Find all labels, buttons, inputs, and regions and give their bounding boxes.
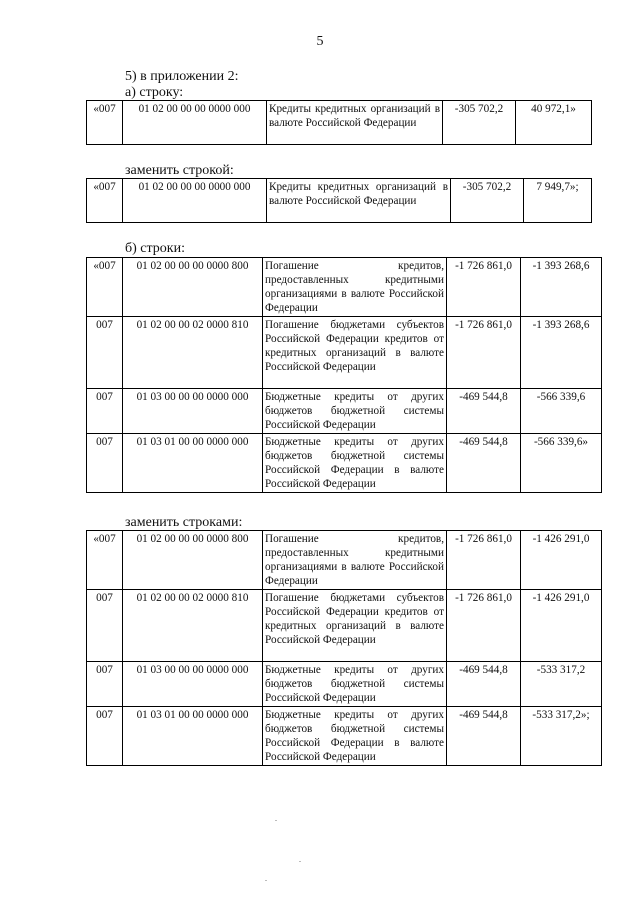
cell-value-1: -305 702,2 bbox=[451, 179, 524, 223]
scan-speck bbox=[275, 820, 277, 821]
cell-value-2: -1 393 268,6 bbox=[521, 258, 602, 317]
cell-code: «007 bbox=[87, 179, 123, 223]
cell-value-1: -1 726 861,0 bbox=[447, 258, 521, 317]
cell-kbk: 01 03 00 00 00 0000 000 bbox=[123, 662, 263, 707]
cell-description: Бюджетные кредиты от других бюджетов бюджетной системы Российской Федерации в валюте Российской Федерации bbox=[263, 707, 447, 766]
table-row bbox=[87, 258, 602, 317]
cell-kbk: 01 02 00 00 02 0000 810 bbox=[123, 590, 263, 662]
cell-value-1: -469 544,8 bbox=[447, 707, 521, 766]
table-row bbox=[87, 101, 592, 145]
cell-code: 007 bbox=[87, 590, 123, 662]
table-a-old bbox=[86, 100, 592, 145]
scan-speck bbox=[299, 861, 301, 862]
table-row bbox=[87, 317, 602, 389]
table-row bbox=[87, 707, 602, 766]
cell-description: Бюджетные кредиты от других бюджетов бюджетной системы Российской Федерации в валюте Российской Федерации bbox=[263, 434, 447, 493]
cell-kbk: 01 02 00 00 00 0000 000 bbox=[123, 179, 267, 223]
cell-value-2: -533 317,2 bbox=[521, 662, 602, 707]
cell-kbk: 01 02 00 00 00 0000 800 bbox=[123, 531, 263, 590]
cell-description: Погашение бюджетами субъектов Российской Федерации кредитов от кредитных организаций в валюте Российской Федерации bbox=[263, 317, 447, 389]
cell-description: Кредиты кредитных организаций в валюте Российской Федерации bbox=[267, 179, 451, 223]
cell-kbk: 01 02 00 00 02 0000 810 bbox=[123, 317, 263, 389]
cell-code: 007 bbox=[87, 389, 123, 434]
cell-kbk: 01 03 00 00 00 0000 000 bbox=[123, 389, 263, 434]
cell-value-2: -1 426 291,0 bbox=[521, 590, 602, 662]
table-row bbox=[87, 531, 602, 590]
cell-code: «007 bbox=[87, 531, 123, 590]
cell-value-1: -469 544,8 bbox=[447, 389, 521, 434]
cell-value-2: -1 426 291,0 bbox=[521, 531, 602, 590]
cell-value-2: -566 339,6 bbox=[521, 389, 602, 434]
cell-value-1: -469 544,8 bbox=[447, 662, 521, 707]
cell-kbk: 01 02 00 00 00 0000 800 bbox=[123, 258, 263, 317]
table-row bbox=[87, 179, 592, 223]
cell-description: Бюджетные кредиты от других бюджетов бюджетной системы Российской Федерации bbox=[263, 389, 447, 434]
table-a-new bbox=[86, 178, 592, 223]
cell-value-1: -1 726 861,0 bbox=[447, 590, 521, 662]
replace-row-caption: заменить строкой: bbox=[125, 163, 234, 178]
cell-code: 007 bbox=[87, 662, 123, 707]
cell-value-2: -566 339,6» bbox=[521, 434, 602, 493]
table-b-old bbox=[86, 257, 602, 493]
cell-code: 007 bbox=[87, 317, 123, 389]
subitem-b-caption: б) строки: bbox=[125, 241, 185, 256]
cell-value-1: -1 726 861,0 bbox=[447, 317, 521, 389]
cell-value-2: 7 949,7»; bbox=[524, 179, 592, 223]
cell-kbk: 01 03 01 00 00 0000 000 bbox=[123, 707, 263, 766]
table-row bbox=[87, 662, 602, 707]
cell-description: Бюджетные кредиты от других бюджетов бюджетной системы Российской Федерации bbox=[263, 662, 447, 707]
cell-kbk: 01 02 00 00 00 0000 000 bbox=[123, 101, 267, 145]
scan-speck bbox=[265, 880, 267, 881]
table-row bbox=[87, 434, 602, 493]
cell-code: «007 bbox=[87, 258, 123, 317]
cell-value-1: -469 544,8 bbox=[447, 434, 521, 493]
cell-code: 007 bbox=[87, 434, 123, 493]
cell-value-2: 40 972,1» bbox=[516, 101, 592, 145]
cell-description: Кредиты кредитных организаций в валюте Российской Федерации bbox=[267, 101, 443, 145]
subitem-a-caption: а) строку: bbox=[125, 85, 184, 100]
cell-value-2: -1 393 268,6 bbox=[521, 317, 602, 389]
table-row bbox=[87, 590, 602, 662]
cell-description: Погашение кредитов, предоставленных кредитными организациями в валюте Российской Федерации bbox=[263, 531, 447, 590]
cell-value-1: -1 726 861,0 bbox=[447, 531, 521, 590]
cell-value-1: -305 702,2 bbox=[443, 101, 516, 145]
page-number: 5 bbox=[316, 34, 324, 49]
replace-rows-caption: заменить строками: bbox=[125, 515, 243, 530]
item-heading: 5) в приложении 2: bbox=[125, 69, 239, 84]
table-b-new bbox=[86, 530, 602, 766]
cell-code: 007 bbox=[87, 707, 123, 766]
cell-value-2: -533 317,2»; bbox=[521, 707, 602, 766]
cell-code: «007 bbox=[87, 101, 123, 145]
cell-description: Погашение кредитов, предоставленных кредитными организациями в валюте Российской Федерации bbox=[263, 258, 447, 317]
cell-kbk: 01 03 01 00 00 0000 000 bbox=[123, 434, 263, 493]
cell-description: Погашение бюджетами субъектов Российской Федерации кредитов от кредитных организаций в валюте Российской Федерации bbox=[263, 590, 447, 662]
table-row bbox=[87, 389, 602, 434]
